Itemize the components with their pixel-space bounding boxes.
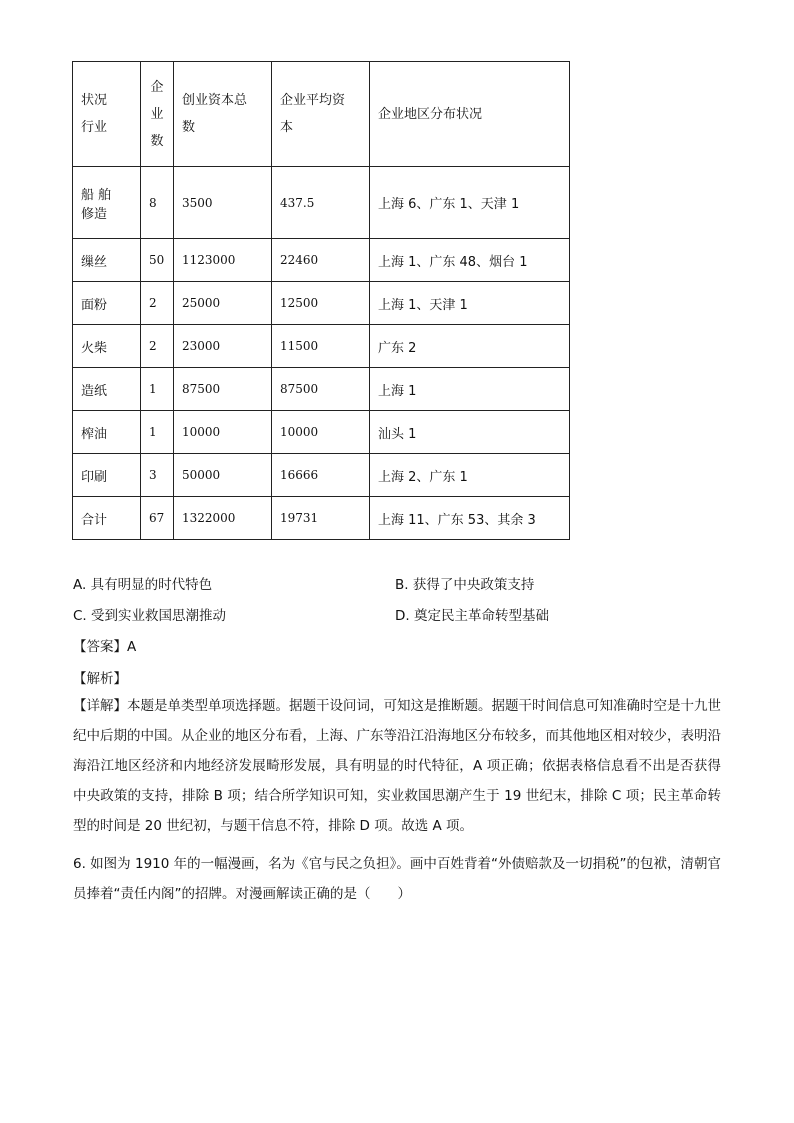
- table-row: [73, 454, 570, 497]
- table-row: [73, 167, 570, 239]
- cell-count: 1: [141, 411, 174, 454]
- table-row: [73, 368, 570, 411]
- analysis-label: 【解析】: [73, 671, 127, 687]
- answer-label: 【答案】: [73, 639, 127, 655]
- cell-region: 上海 1: [370, 368, 570, 411]
- cell-count: 2: [141, 282, 174, 325]
- cell-count: 2: [141, 325, 174, 368]
- cell-capital: 50000: [174, 454, 272, 497]
- cell-capital: 87500: [174, 368, 272, 411]
- cell-count: 8: [141, 167, 174, 239]
- header-count: 企 业 数: [141, 62, 174, 167]
- answer-line: [73, 635, 136, 655]
- cell-industry: 榨油: [73, 411, 141, 454]
- industry-table: [72, 61, 570, 540]
- cell-capital: 1123000: [174, 239, 272, 282]
- table-header-row: [73, 62, 570, 167]
- cell-region: 上海 1、天津 1: [370, 282, 570, 325]
- table-row: [73, 239, 570, 282]
- cell-capital: 3500: [174, 167, 272, 239]
- option-b: B. 获得了中央政策支持: [395, 577, 535, 593]
- cell-count: 67: [141, 497, 174, 540]
- table-row: [73, 497, 570, 540]
- cell-region: 上海 2、广东 1: [370, 454, 570, 497]
- option-a: A. 具有明显的时代特色: [73, 577, 213, 593]
- cell-capital: 23000: [174, 325, 272, 368]
- cell-industry: 印刷: [73, 454, 141, 497]
- cell-industry: 缫丝: [73, 239, 141, 282]
- cell-average: 12500: [272, 282, 370, 325]
- cell-capital: 1322000: [174, 497, 272, 540]
- cell-region: 上海 6、广东 1、天津 1: [370, 167, 570, 239]
- cell-capital: 25000: [174, 282, 272, 325]
- header-region: 企业地区分布状况: [370, 62, 570, 167]
- detail-paragraph: [73, 691, 721, 841]
- cell-region: 上海 11、广东 53、其余 3: [370, 497, 570, 540]
- answer-value: A: [127, 639, 137, 655]
- table-row: [73, 411, 570, 454]
- cell-region: 广东 2: [370, 325, 570, 368]
- header-industry: 状况 行业: [73, 62, 141, 167]
- table-row: [73, 282, 570, 325]
- cell-average: 10000: [272, 411, 370, 454]
- cell-count: 3: [141, 454, 174, 497]
- cell-average: 437.5: [272, 167, 370, 239]
- cell-count: 50: [141, 239, 174, 282]
- cell-average: 16666: [272, 454, 370, 497]
- detail-label: 【详解】: [73, 698, 127, 714]
- header-capital: 创业资本总 数: [174, 62, 272, 167]
- cell-industry: 火柴: [73, 325, 141, 368]
- cell-count: 1: [141, 368, 174, 411]
- question-6: 6. 如图为 1910 年的一幅漫画，名为《官与民之负担》。画中百姓背着“外债赔款及一切捐税”的包袱，清朝官员捧着“责任内阁”的招牌。对漫画解读正确的是（ ）: [73, 856, 721, 902]
- cell-average: 19731: [272, 497, 370, 540]
- header-average: 企业平均资 本: [272, 62, 370, 167]
- option-d: D. 奠定民主革命转型基础: [395, 608, 549, 624]
- table-row: [73, 325, 570, 368]
- cell-industry: 船 舶 修造: [73, 167, 141, 239]
- cell-average: 87500: [272, 368, 370, 411]
- cell-region: 上海 1、广东 48、烟台 1: [370, 239, 570, 282]
- cell-industry: 造纸: [73, 368, 141, 411]
- cell-region: 汕头 1: [370, 411, 570, 454]
- cell-average: 22460: [272, 239, 370, 282]
- cell-average: 11500: [272, 325, 370, 368]
- detail-text: 本题是单类型单项选择题。据题干设问词，可知这是推断题。据题干时间信息可知准确时空是十九世纪中后期的中国。从企业的地区分布看，上海、广东等沿江沿海地区分布较多，而其他地区相对较少，表明沿海沿江地区经济和内地经济发展畸形发展，具有明显的时代特征，A 项正确；依据表格信息看不出是否获得中央政策的支持，排除 B 项；结合所学知识可知，实业救国思潮产生于 19 世纪末，排除 C 项；民主革命转型的时间是 20 世纪初，与题干信息不符，排除 D 项。故选 A 项。: [73, 698, 721, 834]
- option-c: C. 受到实业救国思潮推动: [73, 608, 227, 624]
- cell-industry: 合计: [73, 497, 141, 540]
- cell-capital: 10000: [174, 411, 272, 454]
- cell-industry: 面粉: [73, 282, 141, 325]
